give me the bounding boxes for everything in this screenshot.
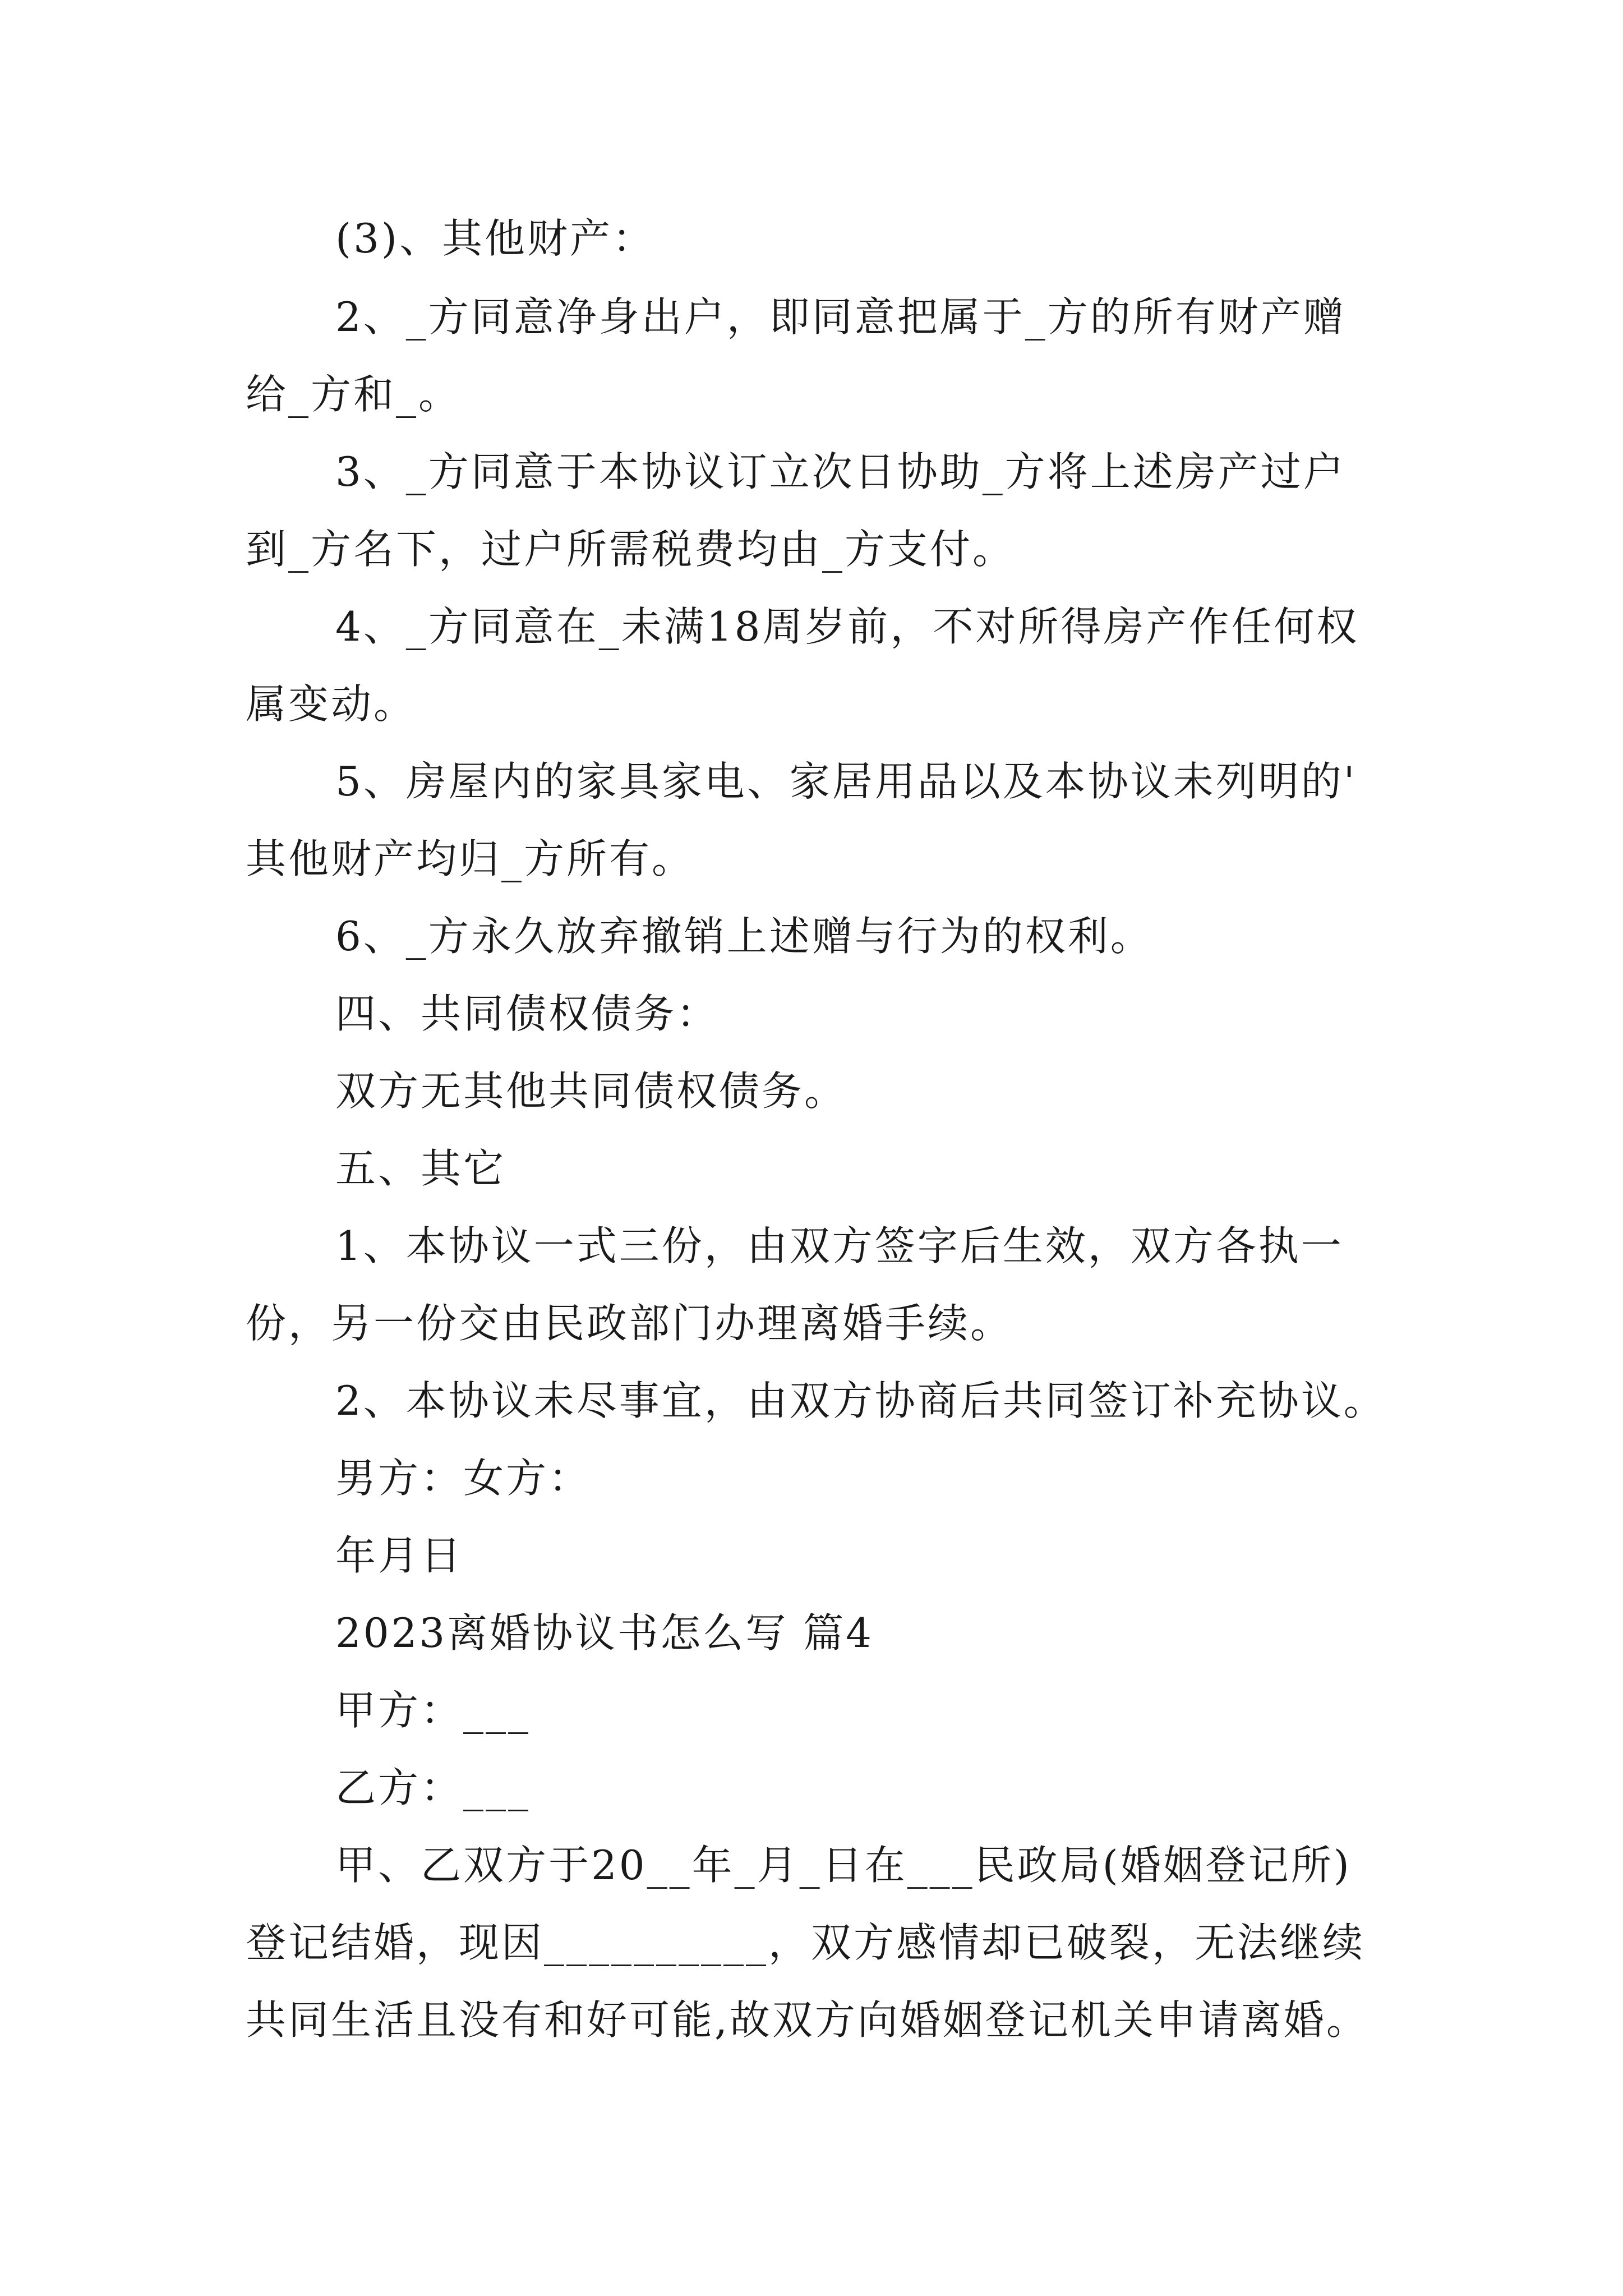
article-title: 2023离婚协议书怎么写 篇4 bbox=[335, 1609, 874, 1657]
intro-line-3: 共同生活且没有和好可能,故双方向婚姻登记机关申请离婚。 bbox=[246, 1996, 1369, 2044]
clause-5-line-1: 5、房屋内的家具家电、家居用品以及本协议未列明的' bbox=[335, 758, 1357, 805]
property-other-heading: (3)、其他财产： bbox=[335, 215, 655, 262]
other-clause-1-line-2: 份，另一份交由民政部门办理离婚手续。 bbox=[246, 1300, 1013, 1347]
section-5-heading: 五、其它 bbox=[335, 1145, 506, 1192]
clause-5-line-2: 其他财产均归_方所有。 bbox=[246, 835, 695, 882]
clause-4-line-2: 属变动。 bbox=[246, 680, 417, 728]
clause-3-line-2: 到_方名下，过户所需税费均由_方支付。 bbox=[246, 526, 1016, 573]
other-clause-1-line-1: 1、本协议一式三份，由双方签字后生效，双方各执一 bbox=[335, 1222, 1344, 1269]
intro-line-2: 登记结婚，现因__________，双方感情却已破裂，无法继续 bbox=[246, 1919, 1366, 1966]
signature-line: 男方：女方： bbox=[335, 1455, 592, 1502]
other-clause-2: 2、本协议未尽事宜，由双方协商后共同签订补充协议。 bbox=[335, 1377, 1386, 1424]
clause-3-line-1: 3、_方同意于本协议订立次日协助_方将上述房产过户 bbox=[335, 448, 1346, 495]
clause-6: 6、_方永久放弃撤销上述赠与行为的权利。 bbox=[335, 913, 1153, 960]
intro-line-1: 甲、乙双方于20__年_月_日在___民政局(婚姻登记所) bbox=[335, 1842, 1352, 1889]
clause-4-line-1: 4、_方同意在_未满18周岁前，不对所得房产作任何权 bbox=[335, 603, 1359, 650]
section-4-heading: 四、共同债权债务： bbox=[335, 990, 720, 1037]
date-line: 年月日 bbox=[335, 1532, 464, 1579]
section-4-text: 双方无其他共同债权债务。 bbox=[335, 1068, 847, 1115]
clause-2-line-1: 2、_方同意净身出户，即同意把属于_方的所有财产赠 bbox=[335, 293, 1346, 341]
party-a-line: 甲方：___ bbox=[335, 1687, 531, 1734]
party-b-line: 乙方：___ bbox=[335, 1764, 531, 1811]
clause-2-line-2: 给_方和_。 bbox=[246, 371, 462, 418]
